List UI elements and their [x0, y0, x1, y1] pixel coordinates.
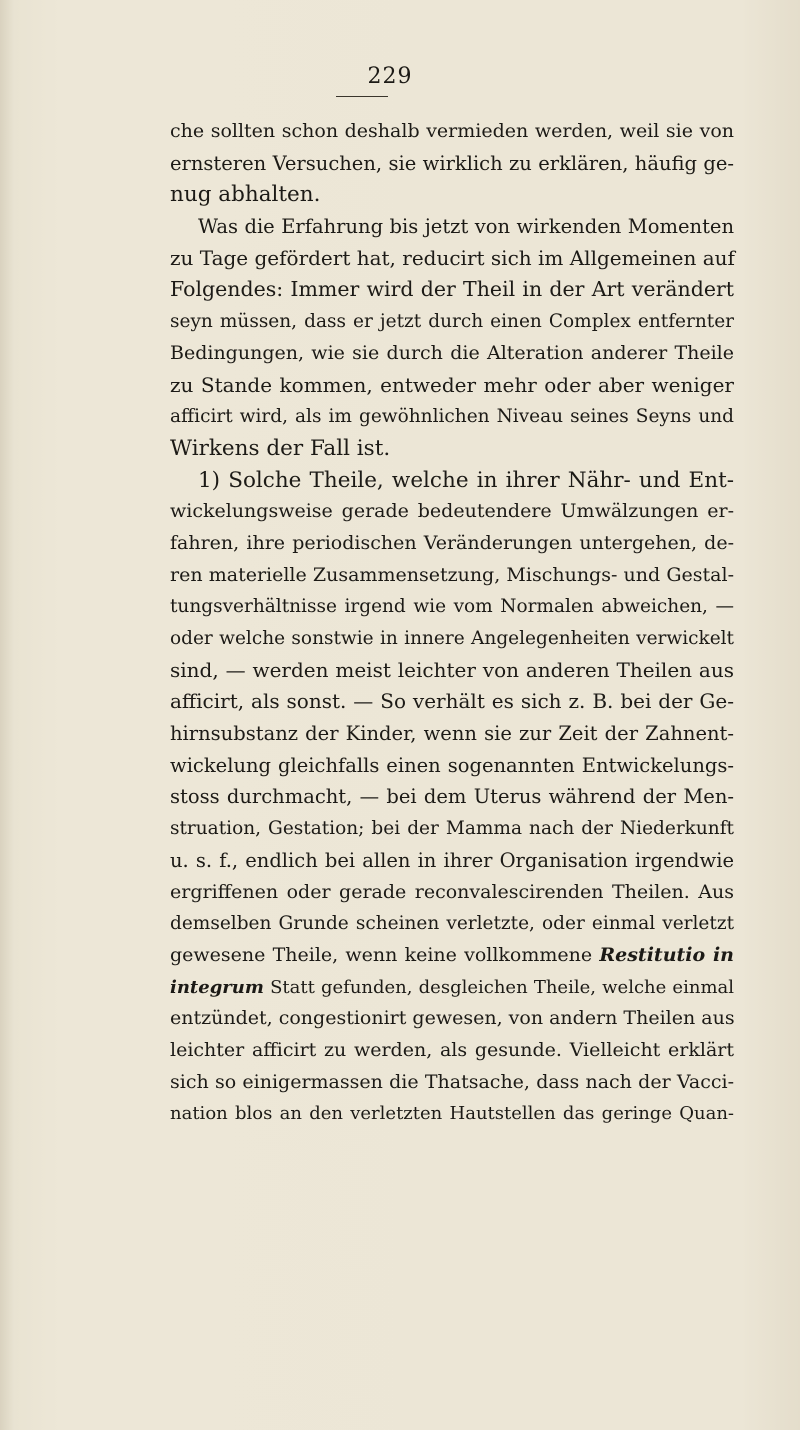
text-line — [170, 718, 734, 750]
line-text: ernsteren Versuchen, sie wirklich zu erklären, häufig ge- — [170, 151, 734, 175]
line-text: Was die Erfahrung bis jetzt von wirkenden Momenten — [198, 215, 734, 239]
page-number-rule — [336, 96, 388, 97]
body-text — [170, 116, 734, 1130]
italic-phrase: Restitutio in — [599, 943, 734, 966]
text-line — [170, 306, 734, 338]
text-line — [170, 496, 734, 528]
line-text: nug abhalten. — [170, 182, 321, 208]
line-text: leichter afficirt zu werden, als gesunde. Vielleicht erklärt — [170, 1038, 734, 1061]
line-text: Bedingungen, wie sie durch die Alteration anderer Theile — [170, 341, 734, 364]
text-line — [170, 528, 734, 560]
line-text: zu Tage gefördert hat, reducirt sich im Allgemeinen auf — [170, 245, 735, 270]
line-text: afficirt, als sonst. — So verhält es sich z. B. bei der Ge- — [170, 689, 734, 714]
text-line — [170, 655, 734, 687]
text-line — [170, 1035, 734, 1067]
line-text: che sollten schon deshalb vermieden werden, weil sie von — [170, 120, 734, 142]
text-line — [170, 148, 734, 180]
text-line — [170, 750, 734, 782]
line-text: wickelungsweise gerade bedeutendere Umwälzungen er- — [170, 500, 734, 523]
text-line — [170, 401, 734, 433]
text-line — [170, 908, 734, 940]
text-line — [170, 243, 734, 275]
line-text: gewesene Theile, wenn keine vollkommene — [170, 943, 593, 966]
line-text: u. s. f., endlich bei allen in ihrer Organisation irgendwie — [170, 848, 734, 872]
line-text: sind, — werden meist leichter von anderen Theilen aus — [170, 657, 734, 682]
text-line — [170, 179, 734, 211]
text-line — [170, 1067, 734, 1099]
text-line — [170, 274, 734, 306]
text-line — [170, 1003, 734, 1035]
text-line — [170, 813, 734, 845]
line-text: nation blos an den verletzten Hautstellen das geringe Quan- — [170, 1103, 734, 1125]
line-text: Wirkens der Fall ist. — [170, 435, 391, 461]
text-line — [170, 1098, 734, 1130]
line-text: zu Stande kommen, entweder mehr oder aber weniger — [170, 372, 734, 397]
text-line — [170, 338, 734, 370]
line-text: Folgendes: Immer wird der Theil in der Art verändert — [170, 277, 734, 302]
text-line — [170, 116, 734, 148]
line-text: wickelung gleichfalls einen sogenannten Entwickelungs- — [170, 753, 734, 777]
line-text: struation, Gestation; bei der Mamma nach der Niederkunft — [170, 818, 734, 840]
line-text: seyn müssen, dass er jetzt durch einen Complex entfernter — [170, 311, 734, 333]
italic-phrase: integrum — [170, 976, 264, 998]
text-line — [170, 845, 734, 877]
text-line — [170, 623, 734, 655]
text-line — [170, 877, 734, 909]
text-line — [170, 560, 734, 592]
text-line — [170, 211, 734, 243]
line-text: demselben Grunde scheinen verletzte, oder einmal verletzt — [170, 913, 734, 935]
text-line — [170, 972, 734, 1004]
line-text: stoss durchmacht, — bei dem Uterus während der Men- — [170, 785, 734, 809]
text-line — [170, 465, 734, 497]
line-text: ergriffenen oder gerade reconvalescirenden Theilen. Aus — [170, 880, 734, 903]
line-text: 1) Solche Theile, welche in ihrer Nähr- und Ent- — [198, 467, 734, 493]
line-text: tungsverhältnisse irgend wie vom Normalen abweichen, — — [170, 596, 734, 618]
text-line — [170, 433, 734, 465]
line-text: ren materielle Zusammensetzung, Mischungs- und Gestal- — [170, 563, 734, 586]
page-number: 229 — [367, 64, 413, 89]
line-text: oder welche sonstwie in innere Angelegenheiten verwickelt — [170, 628, 734, 649]
text-line — [170, 781, 734, 813]
text-line — [170, 686, 734, 718]
line-text: entzündet, congestionirt gewesen, von andern Theilen aus — [170, 1007, 735, 1030]
text-line — [170, 940, 734, 972]
line-text: hirnsubstanz der Kinder, wenn sie zur Zeit der Zahnent- — [170, 722, 734, 746]
line-text: Statt gefunden, desgleichen Theile, welche einmal — [263, 976, 734, 998]
line-text: afficirt wird, als im gewöhnlichen Niveau seines Seyns und — [170, 406, 734, 428]
text-line — [170, 370, 734, 402]
line-text: fahren, ihre periodischen Veränderungen untergehen, de- — [170, 531, 734, 554]
line-text: sich so einigermassen die Thatsache, dass nach der Vacci- — [170, 1070, 734, 1093]
text-line — [170, 591, 734, 623]
